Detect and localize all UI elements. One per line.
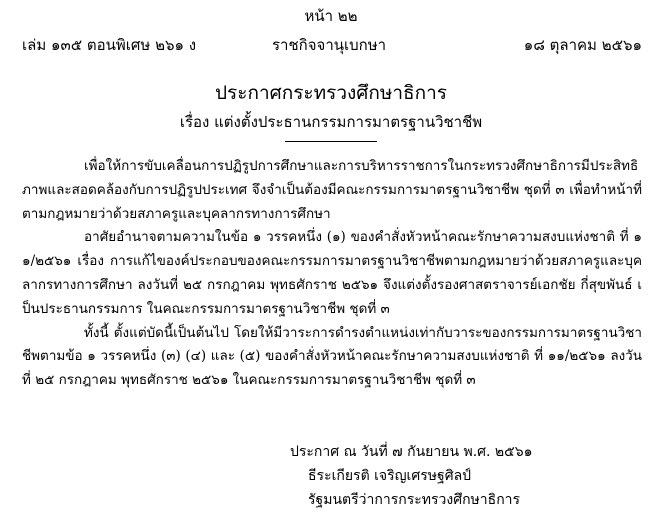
page-number: หน้า ๒๒ [304,7,358,25]
paragraph-purpose: เพื่อให้การขับเคลื่อนการปฏิรูปการศึกษาและการบริหารราชการในกระทรวงศึกษาธิการมีประสิทธิภาพและสอดคล้องกับการปฏิรูปประเทศ จึงจำเป็นต้องมีคณะกรรมการมาตรฐานวิชาชีพ ชุดที่ ๓ เพื่อทำหน้าที่ตามกฎหมายว่าด้วยสภาครูและบุคลากรทางการศึกษา [22,158,642,222]
volume-info: เล่ม ๑๓๕ ตอนพิเศษ ๒๖๑ ง [22,36,197,54]
paragraph-authority: อาศัยอำนาจตามความในข้อ ๑ วรรคหนึ่ง (๑) ของคำสั่งหัวหน้าคณะรักษาความสงบแห่งชาติ ที่ ๑๑/๒๕๖๑ เรื่อง การแก้ไของค์ประกอบของคณะกรรมการมาตรฐานวิชาชีพตามกฎหมายว่าด้วยสภาครูและบุคลากรทางการศึกษา ลงวันที่ ๒๕ กรกฎาคม พุทธศักราช ๒๕๖๑ จึงแต่งตั้งรองศาสตราจารย์เอกชัย กี่สุขพันธ์ เป็นประธานกรรมการ ในคณะกรรมการมาตรฐานวิชาชีพ ชุดที่ ๓ [22,229,642,317]
document-title: ประกาศกระทรวงศึกษาธิการ [214,82,448,104]
signatory-position: รัฐมนตรีว่าการกระทรวงศึกษาธิการ [308,492,521,508]
publication-date: ๑๘ ตุลาคม ๒๕๖๑ [523,36,642,54]
gazette-header-line [22,34,642,56]
document-body [22,155,642,393]
title-divider [285,141,377,142]
announcement-date: ประกาศ ณ วันที่ ๗ กันยายน พ.ศ. ๒๕๖๑ [290,444,533,460]
signature-block [290,440,533,512]
publication-name: ราชกิจจานุเบกษา [272,36,387,54]
paragraph-term: ทั้งนี้ ตั้งแต่บัดนี้เป็นต้นไป โดยให้มีวาระการดำรงตำแหน่งเท่ากับวาระของกรรมการมาตรฐานวิชาชีพตามข้อ ๑ วรรคหนึ่ง (๓) (๔) และ (๕) ของคำสั่งหัวหน้าคณะรักษาความสงบแห่งชาติ ที่ ๑๑/๒๕๖๑ ลงวันที่ ๒๕ กรกฎาคม พุทธศักราช ๒๕๖๑ ในคณะกรรมการมาตรฐานวิชาชีพ ชุดที่ ๓ [22,324,642,389]
signatory-name: ธีระเกียรติ เจริญเศรษฐศิลป์ [308,468,472,484]
document-subject: เรื่อง แต่งตั้งประธานกรรมการมาตรฐานวิชาชีพ [179,113,483,131]
